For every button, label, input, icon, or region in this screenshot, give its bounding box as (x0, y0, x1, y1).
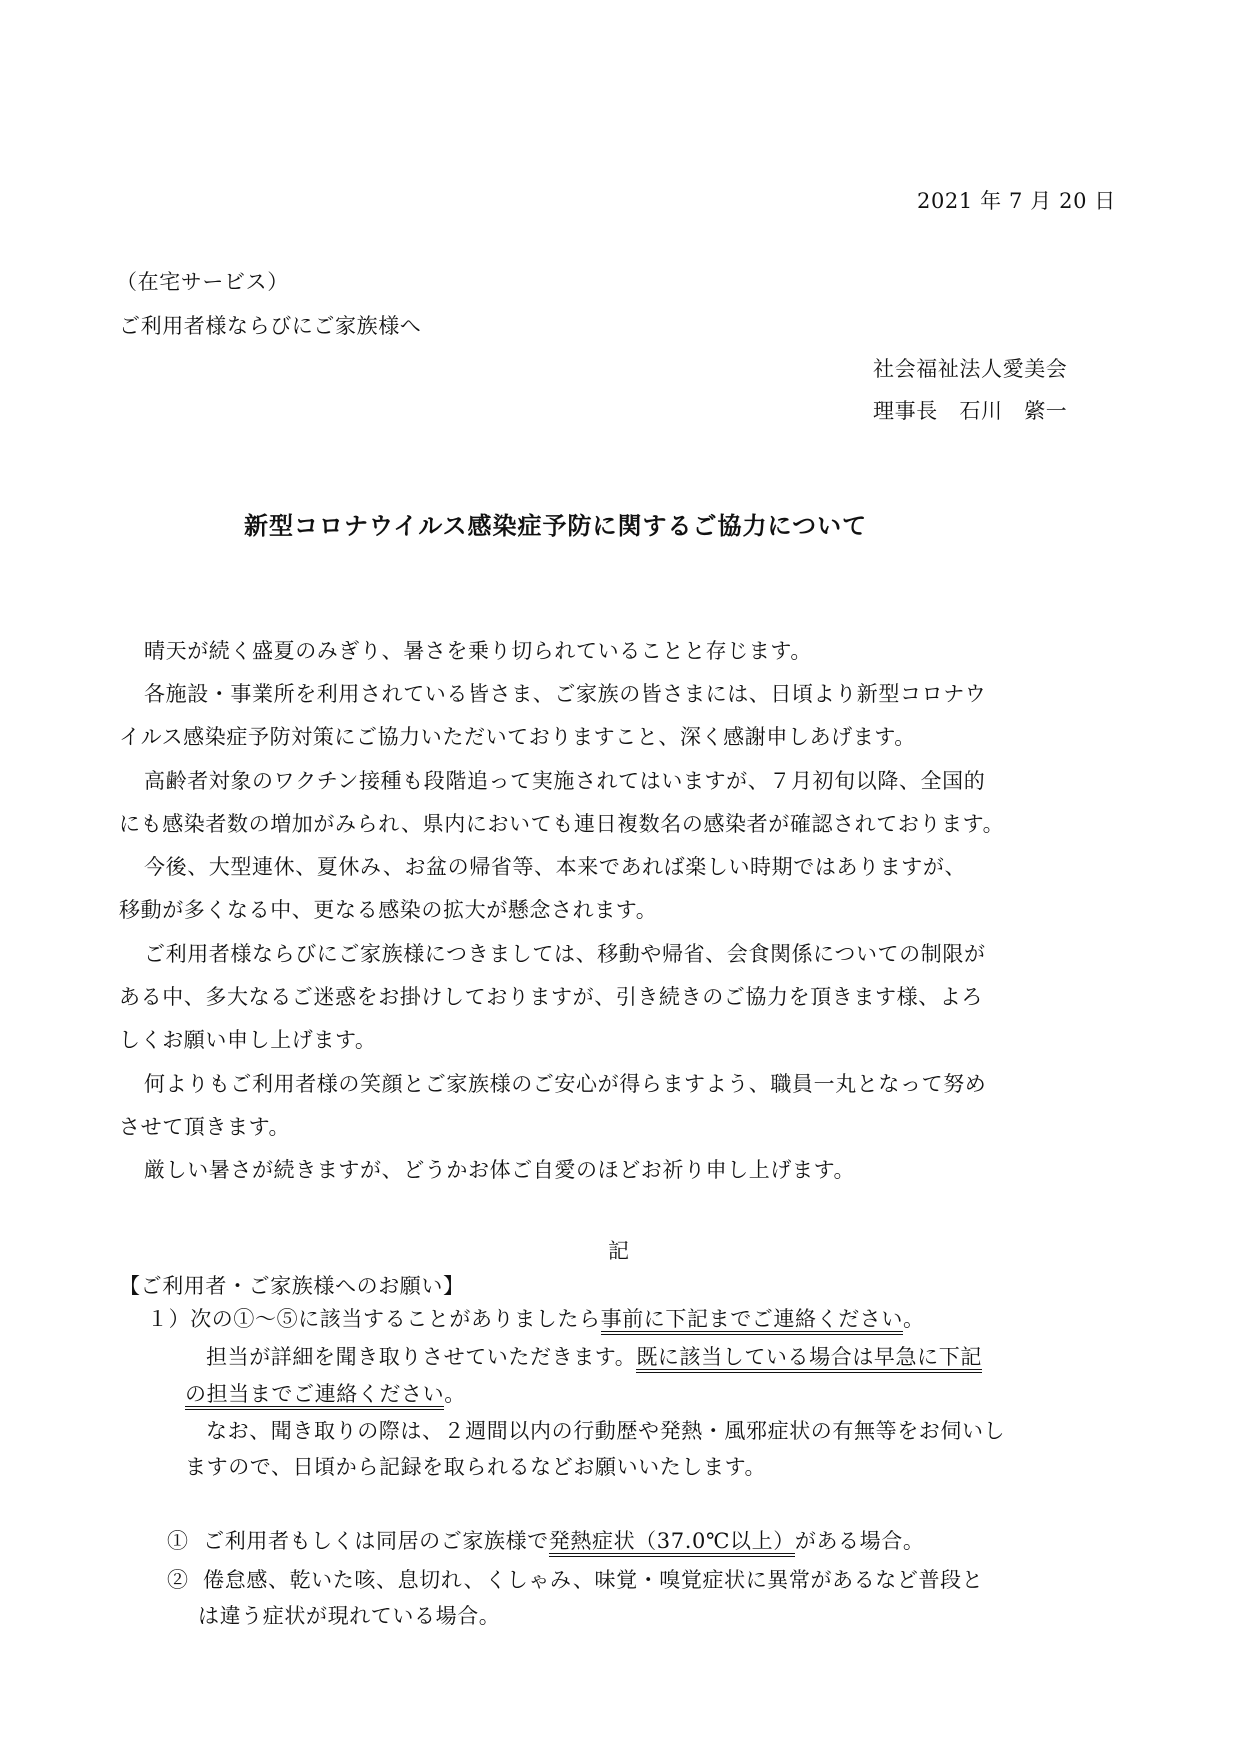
condition-2-line1 (167, 1566, 983, 1594)
ki-heading: 記 (608, 1239, 630, 1263)
sender-org: 社会福祉法人愛美会 (873, 357, 1068, 381)
recipient: ご利用者様ならびにご家族様へ (119, 314, 422, 338)
document-title: 新型コロナウイルス感染症予防に関するご協力について (244, 512, 868, 540)
condition-1-suffix: がある場合。 (794, 1529, 925, 1553)
paragraph-restrictions-line2: ある中、多大なるご迷惑をお掛けしておりますが、引き続きのご協力を頂きます様、よろ (119, 985, 983, 1009)
request-item-1-line2-underlined: 既に該当している場合は早急に下記 (636, 1345, 982, 1373)
request-item-1-line3-underlined: の担当までご連絡ください (185, 1382, 444, 1410)
paragraph-thanks-line2: イルス感染症予防対策にご協力いただいておりますこと、深く感謝申しあげます。 (119, 725, 916, 749)
request-heading: 【ご利用者・ご家族様へのお願い】 (119, 1274, 465, 1298)
request-item-1-underlined: 事前に下記までご連絡ください (601, 1307, 903, 1335)
paragraph-staff-line2: させて頂きます。 (119, 1115, 291, 1139)
request-item-1-line2 (206, 1343, 982, 1371)
condition-1-underlined: 発熱症状（37.0℃以上） (549, 1529, 795, 1557)
condition-1-number: ① (167, 1529, 189, 1553)
paragraph-holidays-line2: 移動が多くなる中、更なる感染の拡大が懸念されます。 (119, 898, 658, 922)
date: 2021 年 7 月 20 日 (917, 189, 1116, 213)
sender-name: 理事長 石川 綮一 (873, 399, 1068, 423)
request-item-1-suffix: 。 (903, 1307, 925, 1331)
request-item-1-line5: ますので、日頃から記録を取られるなどお願いいたします。 (185, 1455, 767, 1479)
paragraph-vaccine-line1: 高齢者対象のワクチン接種も段階追って実施されてはいますが、７月初旬以降、全国的 (144, 769, 986, 793)
request-item-1-prefix: １）次の①～⑤に該当することがありましたら (147, 1307, 601, 1331)
recipient-category: （在宅サービス） (116, 270, 289, 294)
request-item-1-line3 (185, 1380, 466, 1408)
paragraph-restrictions-line3: しくお願い申し上げます。 (119, 1028, 377, 1052)
paragraph-staff-line1: 何よりもご利用者様の笑顔とご家族様のご安心が得らますよう、職員一丸となって努め (144, 1072, 987, 1096)
condition-2-number: ② (167, 1568, 189, 1592)
paragraph-thanks-line1: 各施設・事業所を利用されている皆さま、ご家族の皆さまには、日頃より新型コロナウ (144, 682, 987, 706)
request-item-1-line3-suffix: 。 (444, 1382, 466, 1406)
paragraph-holidays-line1: 今後、大型連休、夏休み、お盆の帰省等、本来であれば楽しい時期ではありますが、 (144, 855, 967, 879)
condition-1 (167, 1527, 924, 1555)
paragraph-restrictions-line1: ご利用者様ならびにご家族様につきましては、移動や帰省、会食関係についての制限が (144, 942, 986, 966)
request-item-1-line2-prefix: 担当が詳細を聞き取りさせていただきます。 (206, 1345, 637, 1369)
paragraph-greeting: 晴天が続く盛夏のみぎり、暑さを乗り切られていることと存じます。 (144, 639, 812, 663)
paragraph-vaccine-line2: にも感染者数の増加がみられ、県内においても連日複数名の感染者が確認されております。 (119, 812, 1005, 836)
condition-1-prefix: ご利用者もしくは同居のご家族様で (203, 1529, 549, 1553)
condition-2-line2: は違う症状が現れている場合。 (198, 1604, 501, 1628)
paragraph-closing: 厳しい暑さが続きますが、どうかお体ご自愛のほどお祈り申し上げます。 (144, 1158, 856, 1182)
condition-2-text: 倦怠感、乾いた咳、息切れ、くしゃみ、味覚・嗅覚症状に異常があるなど普段と (203, 1568, 984, 1592)
request-item-1-line4: なお、聞き取りの際は、２週間以内の行動歴や発熱・風邪症状の有無等をお伺いし (206, 1419, 1006, 1443)
request-item-1-line1 (147, 1305, 925, 1333)
